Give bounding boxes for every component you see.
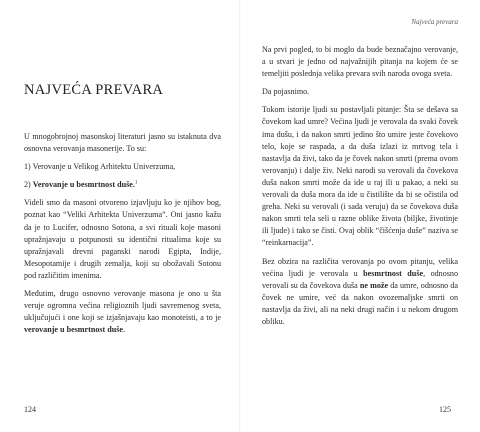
para2-text: Međutim, drugo osnovno verovanje masona je ono u šta veruje ogromna većina religioznih ljudi savremenog sveta, uključujući i one koji se izjašnjavaju kao monoteisti, a to je [24,289,221,323]
para4-a: Bez obzira na različita verovanja po ovom pitanju, velika većina ljudi je verovala u [262,256,458,278]
chapter-title: NAJVEĆA PREVARA [24,82,164,98]
right-page [240,0,480,432]
para2-bold: verovanje u besmrtnost duše [24,325,123,335]
right-page-body [262,44,458,334]
footnote-marker[interactable]: 1 [134,180,138,186]
right-paragraph-1: Na prvi pogled, to bi moglo da bude beznačajno verovanje, a u stvari je jedno od najvažnijih pitanja na kojem će se temeljiti poslednja velika prevara svih naroda ovoga sveta. [262,45,458,79]
list-item-2-prefix: 2) [24,180,33,190]
intro-paragraph: U mnogobrojnoj masonskoj literaturi jasno su istaknuta dva osnovna verovanja masonerije. To su: [24,132,221,154]
left-page-body [24,131,221,342]
para2-end: . [123,325,126,335]
list-item-2-bold: Verovanje u besmrtnost duše. [32,180,135,190]
right-paragraph-4 [262,256,458,329]
body-paragraph-2 [24,288,221,336]
para4-bold-1: besmrtnost duše [363,268,424,278]
right-paragraph-2: Da pojasnimo. [262,87,310,97]
para4-b: , odnosno verovali su da čovekova duša [262,268,459,290]
page-number-right: 125 [439,405,451,414]
body-paragraph-1: Videli smo da masoni otvoreno izjavljuju ko je njihov bog, poznat kao “Veliki Arhitekta Univerzuma”. Oni jasno kažu da je to Lucifer, odnosno Sotona, a svi rituali koje masoni upražnjavaju u potpunosti su identični ritualima koje su upražnjavali drevni paganski narodi Egipta, Indije, Mesopotamije i drugih zemalja, koji su obožavali Sotonu pod različitim imenima. [24,198,221,280]
list-item-1: 1) Verovanje u Velikog Arhitektu Univerzuma, [24,162,176,172]
para4-bold-2: ne može [359,280,389,290]
page-number-left: 124 [24,405,36,414]
right-paragraph-3: Tokom istorije ljudi su postavljali pitanje: Šta se dešava sa čovekom kad umre? Većina ljudi je verovala da svaki čovek ima dušu, i da nakon smrti jedino što umire jeste čovekovo telo, koje se raspada, a da duša izlazi iz mrtvog tela i nastavlja da živi, tako da je čovek nakon smrti (prema ovom verovanju) i dalje živ. Neki narodi su verovali da čovekova duša nakon smrti može da ide u raj ili u pakao, a neki su verovali da duša mora da ide u čistilište da bi se očistila od greha. Neki su verovali (i sada veruju) da se čovekova duša nakon smrti tela seli u razne oblike života (biljke, životinje ili ljude) i tako se čisti. Ovaj oblik “čišćenja duše” naziva se “reinkarnacija”. [262,105,458,248]
para4-c: da umre, odnosno da čovek ne umire, već da nakon ovozemaljske smrti on nastavlja da živi, ali na neki drugi način i u nekom drugom obliku. [262,280,458,326]
running-head: Najveća prevara [411,18,458,26]
list-item-2 [24,179,221,191]
